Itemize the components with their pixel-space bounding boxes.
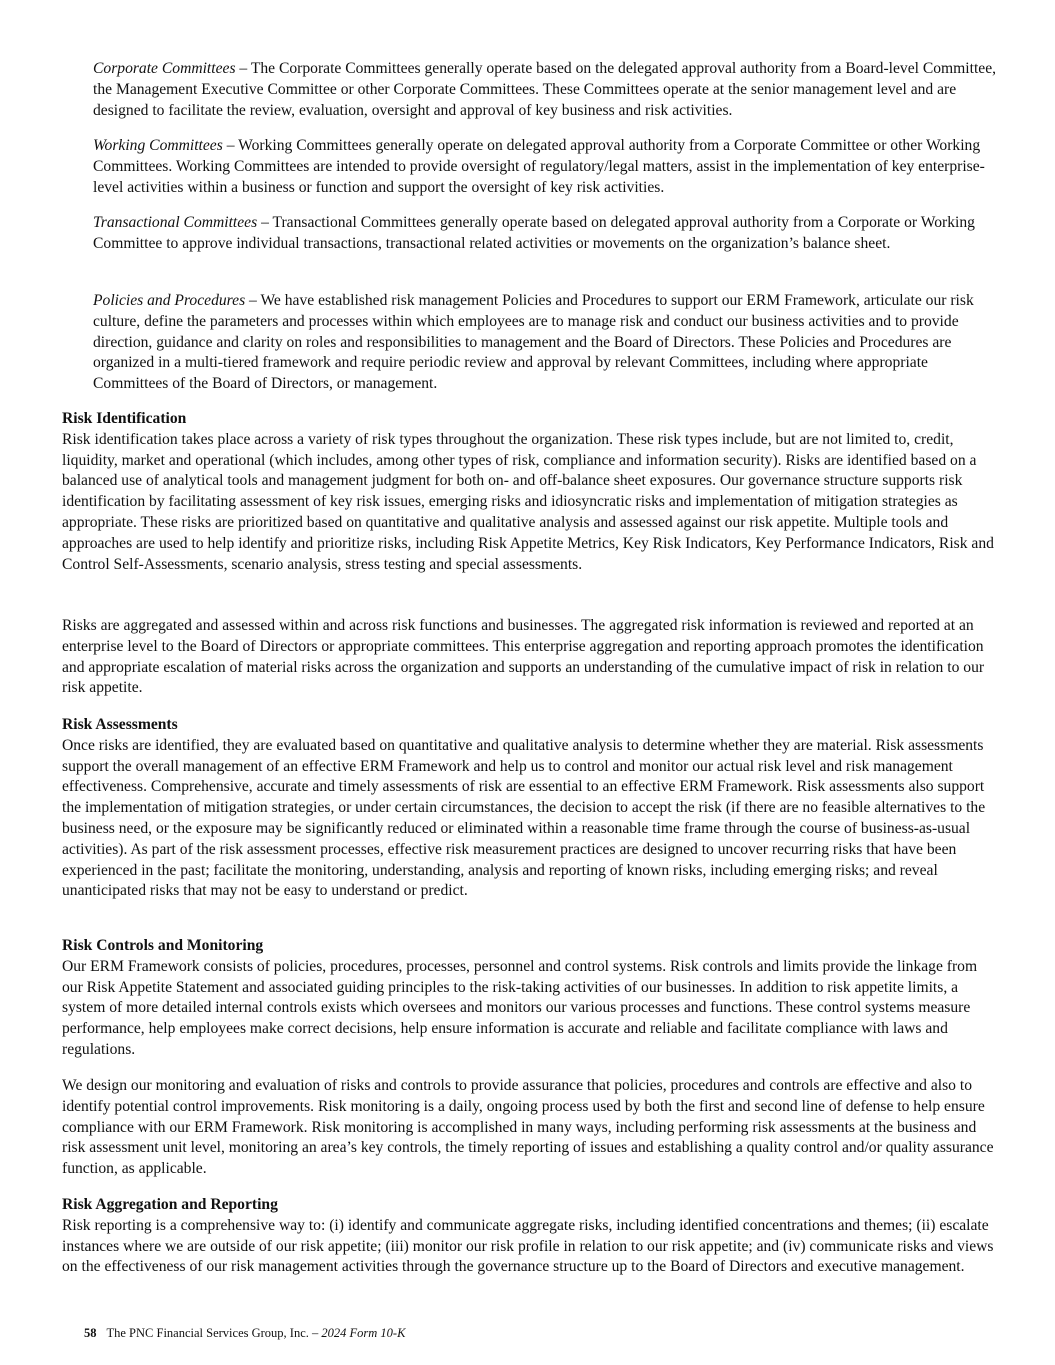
risk-assessments-section — [62, 715, 998, 902]
risk-controls-section — [62, 936, 998, 1061]
policies-procedures-paragraph — [93, 291, 998, 395]
corporate-committees-paragraph — [93, 59, 998, 121]
risk-controls-paragraph-2: We design our monitoring and evaluation of risks and controls to provide assurance that policies, procedures and controls are effective and also to identify potential control improvements. Risk monitoring is a daily, ongoing process used by both the first and second line of defense to help ensure compliance with our ERM Framework. Risk monitoring is accomplished in many ways, including performing risk assessments at the business and risk assessment unit level, monitoring an area’s key controls, the timely reporting of issues and establishing a quality control and/or quality assurance function, as applicable. — [62, 1077, 994, 1178]
risk-identification-section — [62, 409, 998, 575]
risk-identification-paragraph-1: Risk identification takes place across a variety of risk types throughout the organization. These risk types include, but are not limited to, credit, liquidity, market and operational (which includes, among other types of risk, compliance and information security). Risks are identified based on a balanced use of analytical tools and management judgment for both on- and off-balance sheet exposures. Our governance structure supports risk identification by facilitating assessment of key risk issues, emerging risks and idiosyncratic risks and implementation of mitigation strategies as appropriate. These risks are prioritized based on quantitative and qualitative analysis and assessed against our risk appetite. Multiple tools and approaches are used to help identify and prioritize risks, including Risk Appetite Metrics, Key Risk Indicators, Key Performance Indicators, Risk and Control Self-Assessments, scenario analysis, stress testing and special assessments. — [62, 430, 994, 573]
transactional-committees-paragraph — [93, 213, 998, 255]
risk-aggregation-section — [62, 1195, 998, 1278]
risk-controls-paragraph-1: Our ERM Framework consists of policies, procedures, processes, personnel and control systems. Risk controls and limits provide the linkage from our Risk Appetite Statement and associated guiding principles to the risk-taking activities of our businesses. In addition to risk appetite limits, a system of more detailed internal controls exists which oversees and monitors our various processes and functions. These control systems measure performance, help employees make correct decisions, help ensure information is accurate and reliable and facilitate compliance with laws and regulations. — [62, 957, 978, 1058]
working-committees-text: – Working Committees generally operate on delegated approval authority from a Corporate Committee or other Working Committees. Working Committees are intended to provide oversight of regulatory/legal matters, assist in the implementation of key enterprise-level activities within a business or function and support the oversight of key risk activities. — [93, 137, 985, 196]
risk-controls-heading: Risk Controls and Monitoring — [62, 937, 264, 954]
risk-aggregation-paragraph: Risk reporting is a comprehensive way to: (i) identify and communicate aggregate risks, including identified concentrations and themes; (ii) escalate instances where we are outside of our risk appetite; (iii) monitor our risk profile in relation to our risk appetite; and (iv) communicate risks and views on the effectiveness of our risk management activities through the governance structure up to the Board of Directors and executive management. — [62, 1216, 994, 1276]
corporate-committees-text: – The Corporate Committees generally operate based on the delegated approval authority from a Board-level Committee, the Management Executive Committee or other Corporate Committees. These Committees operate at the senior management level and are designed to facilitate the review, evaluation, oversight and approval of key business and risk activities. — [93, 60, 997, 119]
footer-form: 2024 Form 10-K — [321, 1326, 406, 1340]
risk-assessments-paragraph: Once risks are identified, they are evaluated based on quantitative and qualitative analysis to determine whether they are material. Risk assessments support the overall management of an effective ERM Framework and help us to control and monitor our actual risk level and risk management effectiveness. Comprehensive, accurate and timely assessments of risk are essential to an effective ERM Framework. Risk assessments also support the implementation of mitigation strategies, or under certain circumstances, the decision to accept the risk (if there are no feasible alternatives to the business need, or the exposure may be significantly reduced or eliminated within a reasonable time frame through the course of business-as-usual activities). As part of the risk assessment processes, effective risk measurement practices are designed to uncover recurring risks that have been experienced in the past; facilitate the monitoring, understanding, analysis and reporting of known risks, including emerging risks; and reveal unanticipated risks that may not be easy to understand or predict. — [62, 736, 986, 900]
working-committees-paragraph — [93, 136, 998, 198]
transactional-committees-lead: Transactional Committees — [93, 214, 258, 231]
transactional-committees-text: – Transactional Committees generally operate based on delegated approval authority from a Corporate or Working Committee to approve individual transactions, transactional related activities or movements on the organization’s balance sheet. — [93, 214, 975, 252]
risk-aggregation-heading: Risk Aggregation and Reporting — [62, 1196, 278, 1213]
corporate-committees-lead: Corporate Committees — [93, 60, 236, 77]
page-footer — [84, 1325, 405, 1341]
risk-identification-paragraph-2: Risks are aggregated and assessed within and across risk functions and businesses. The aggregated risk information is reviewed and reported at an enterprise level to the Board of Directors or appropriate committees. This enterprise aggregation and reporting approach promotes the identification and appropriate escalation of material risks across the organization and supports an understanding of the cumulative impact of risk in relation to our risk appetite. — [62, 617, 985, 697]
working-committees-lead: Working Committees — [93, 137, 223, 154]
policies-procedures-text: – We have established risk management Policies and Procedures to support our ERM Framework, articulate our risk culture, define the parameters and processes within which employees are to manage risk and conduct our business activities and to provide direction, guidance and clarity on roles and responsibilities to management and the Board of Directors. These Policies and Procedures are organized in a multi-tiered framework and require periodic review and approval by relevant Committees, including where appropriate Committees of the Board of Directors, or management. — [93, 292, 974, 393]
footer-company: The PNC Financial Services Group, Inc. – — [106, 1326, 322, 1340]
risk-assessments-heading: Risk Assessments — [62, 716, 178, 733]
policies-procedures-lead: Policies and Procedures — [93, 292, 246, 309]
page-number: 58 — [84, 1326, 97, 1340]
risk-identification-heading: Risk Identification — [62, 410, 187, 427]
